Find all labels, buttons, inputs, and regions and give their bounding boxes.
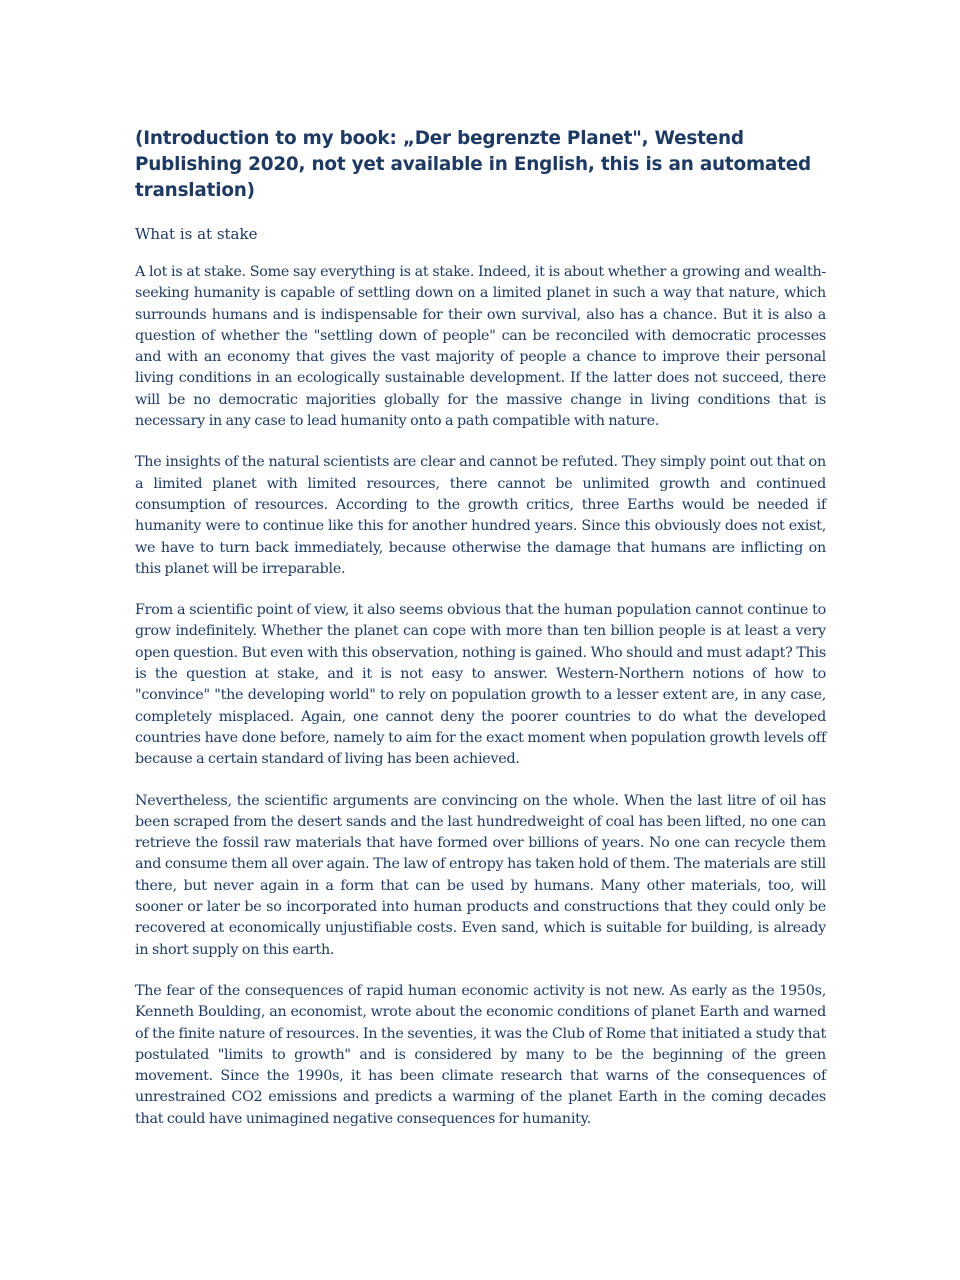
paragraph-2: The insights of the natural scientists are clear and cannot be refuted. They simply point out that on a limited planet with limited resources, there cannot be unlimited growth and continued consumption of resources. According to the growth critics, three Earths would be needed if humanity were to continue like this for another hundred years. Since this obviously does not exist, we have to turn back immediately, because otherwise the damage that humans are inflicting on this planet will be irreparable. — [135, 454, 826, 577]
paragraph-5: The fear of the consequences of rapid human economic activity is not new. As early as the 1950s, Kenneth Boulding, an economist, wrote about the economic conditions of planet Earth and warned of the finite nature of resources. In the seventies, it was the Club of Rome that initiated a study that postulated "limits to growth" and is considered by many to be the beginning of the green movement. Since the 1990s, it has been climate research that warns of the consequences of unrestrained CO2 emissions and predicts a warming of the planet Earth in the coming decades that could have unimagined negative consequences for humanity. — [135, 982, 826, 1127]
document-page — [135, 126, 826, 1150]
paragraph-3: From a scientific point of view, it also seems obvious that the human population cannot continue to grow indefinitely. Whether the planet can cope with more than ten billion people is at least a very open question. But even with this observation, nothing is gained. Who should and must adapt? This is the question at stake, and it is not easy to answer. Western-Northern notions of how to "convince" "the developing world" to rely on population growth to a lesser extent are, in any case, completely misplaced. Again, one cannot deny the poorer countries to do what the developed countries have done before, namely to aim for the exact moment when population growth levels off because a certain standard of living has been achieved. — [135, 602, 826, 768]
paragraph-4: Nevertheless, the scientific arguments are convincing on the whole. When the last litre of oil has been scraped from the desert sands and the last hundredweight of coal has been lifted, no one can retrieve the fossil raw materials that have formed over billions of years. No one can recycle them and consume them all over again. The law of entropy has taken hold of them. The materials are still there, but never again in a form that can be used by humans. Many other materials, too, will sooner or later be so incorporated into human products and constructions that they could only be recovered at economically unjustifiable costs. Even sand, which is suitable for building, is already in short supply on this earth. — [135, 792, 826, 958]
document-title: (Introduction to my book: „Der begrenzte Planet", Westend Publishing 2020, not yet available in English, this is an automated translation) — [135, 128, 811, 201]
section-heading: What is at stake — [135, 225, 258, 243]
paragraph-1: A lot is at stake. Some say everything is at stake. Indeed, it is about whether a growing and wealth-seeking humanity is capable of settling down on a limited planet in such a way that nature, which surrounds humans and is indispensable for their own survival, also has a chance. But it is also a question of whether the "settling down of people" can be reconciled with democratic processes and with an economy that gives the vast majority of people a chance to improve their personal living conditions in an ecologically sustainable development. If the latter does not succeed, there will be no democratic majorities globally for the massive change in living conditions that is necessary in any case to lead humanity onto a path compatible with nature. — [135, 264, 826, 430]
